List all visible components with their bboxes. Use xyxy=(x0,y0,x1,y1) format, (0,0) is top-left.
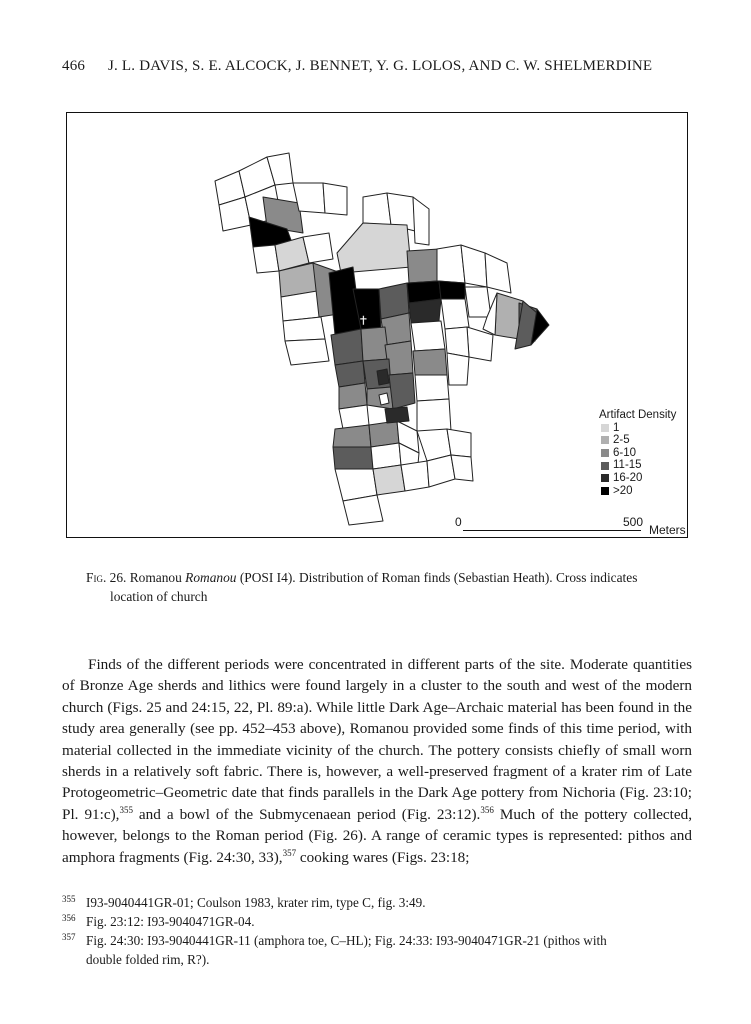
legend-item xyxy=(599,459,676,472)
map-field xyxy=(427,455,455,487)
legend-label: 1 xyxy=(613,421,620,434)
map-field xyxy=(417,399,451,431)
map-field xyxy=(377,369,389,385)
caption-text-post: (POSI I4). Distribution of Roman finds (Sebastian Heath). Cross indicates xyxy=(236,570,638,585)
legend-item xyxy=(599,472,676,485)
map-field xyxy=(335,361,365,387)
map-field xyxy=(283,317,325,341)
legend-label: 2-5 xyxy=(613,434,630,447)
map-field xyxy=(333,425,371,447)
map-field xyxy=(401,461,429,491)
legend-item xyxy=(599,485,676,498)
map-field xyxy=(413,349,447,375)
legend-item xyxy=(599,434,676,447)
legend-swatch xyxy=(601,436,609,444)
caption-site-name: Romanou xyxy=(185,570,237,585)
map-field xyxy=(369,421,399,447)
footnote-ref-357[interactable]: 357 xyxy=(282,847,297,858)
map-field xyxy=(451,455,473,481)
legend-label: 16-20 xyxy=(613,471,643,484)
map-legend xyxy=(599,409,676,497)
map-field xyxy=(415,375,449,401)
body-text-1: Finds of the different periods were concentrated in different parts of the site. Moderate quantities of Bronze Age sherds and lithics were found largely in a cluster to the south and west of the modern church (Figs. 25 and 24:15, 22, Pl. 89:a). While little Dark Age–Archaic material has been found in the study area generally (see pp. 452–453 above), Romanou provided some finds of this time period, with material collected in the immediate vicinity of the church. The pottery consists chiefly of small worn sherds in a relatively soft fabric. There is, however, a well-preserved fragment of a krater rim of Late Protogeometric–Geometric date that finds parallels in the Dark Age pottery from Nichoria (Fig. 23:10; Pl. 91:c), xyxy=(62,656,692,823)
body-text-3: Much of the pottery collected, however, belongs to the Roman period (Fig. 26). A range of ceramic types is represented: pithos and amphora fragments (Fig. 24:30, 33), xyxy=(62,805,693,866)
footnote-ref-356[interactable]: 356 xyxy=(480,804,494,815)
map-field xyxy=(379,393,389,405)
footnote-357: 357 Fig. 24:30: I93-9040441GR-11 (amphora toe, C–HL); Fig. 24:33: I93-9040471GR-21 (pithos with double folded rim, R?). xyxy=(62,931,692,969)
map-field xyxy=(407,249,439,283)
map-field xyxy=(447,353,469,385)
legend-label: >20 xyxy=(613,484,633,497)
scale-bar-max: 500 xyxy=(623,515,644,529)
caption-text-pre: Romanou xyxy=(126,570,186,585)
body-text-4: cooking wares (Figs. 23:18; xyxy=(296,848,470,866)
legend-swatch xyxy=(601,424,609,432)
map-field xyxy=(323,183,347,215)
page-number: 466 xyxy=(62,58,86,74)
legend-label: 11-15 xyxy=(613,459,642,472)
map-field xyxy=(337,223,411,273)
map-field xyxy=(285,339,329,365)
map-field xyxy=(333,447,373,469)
running-head xyxy=(62,58,702,75)
figure-caption xyxy=(86,568,692,606)
body-paragraph xyxy=(62,654,692,868)
map-field xyxy=(303,233,333,263)
legend-label: 6-10 xyxy=(613,446,637,459)
map-field xyxy=(363,193,391,225)
map-field xyxy=(411,321,445,351)
scale-bar xyxy=(463,530,641,531)
map-field xyxy=(389,373,415,409)
footnote-text: I93-9040441GR-01; Coulson 1983, krater rim, type C, fig. 3:49. xyxy=(86,895,426,910)
map-field xyxy=(253,245,279,273)
map-field xyxy=(331,329,363,365)
map-field xyxy=(445,327,469,357)
map-field xyxy=(385,407,409,423)
map-field xyxy=(461,245,487,287)
footnote-text-continued: double folded rim, R?). xyxy=(86,952,210,967)
author-line: J. L. DAVIS, S. E. ALCOCK, J. BENNET, Y. G. LOLOS, AND C. W. SHELMERDINE xyxy=(108,58,653,74)
scale-bar-unit: Meters xyxy=(649,523,686,537)
church-cross-icon: ✝ xyxy=(358,314,369,329)
map-field xyxy=(371,443,401,469)
caption-line-2: location of church xyxy=(110,589,208,604)
caption-label: Fig. 26. xyxy=(86,570,127,585)
legend-swatch xyxy=(601,449,609,457)
map-field xyxy=(439,281,465,299)
legend-item xyxy=(599,422,676,435)
legend-swatch xyxy=(601,487,609,495)
scale-bar-zero: 0 xyxy=(455,515,462,529)
figure-26-map xyxy=(66,112,688,538)
map-field xyxy=(441,299,469,329)
map-field xyxy=(409,299,441,323)
map-field xyxy=(413,197,429,245)
density-map xyxy=(67,113,687,537)
legend-swatch xyxy=(601,462,609,470)
map-field xyxy=(373,465,405,495)
map-field xyxy=(485,253,511,293)
map-field xyxy=(465,287,491,317)
legend-title: Artifact Density xyxy=(599,409,677,421)
legend-swatch xyxy=(601,474,609,482)
legend-item xyxy=(599,447,676,460)
footnote-355: 355 I93-9040441GR-01; Coulson 1983, krater rim, type C, fig. 3:49. xyxy=(62,893,426,910)
map-field xyxy=(437,245,465,283)
footnotes xyxy=(62,893,692,969)
map-field xyxy=(361,327,389,361)
footnote-text: Fig. 23:12: I93-9040471GR-04. xyxy=(86,914,255,929)
footnote-356: 356 Fig. 23:12: I93-9040471GR-04. xyxy=(62,912,255,929)
body-text-2: and a bowl of the Submycenaean period (Fig. 23:12). xyxy=(132,805,481,823)
map-field xyxy=(447,429,471,457)
map-field xyxy=(281,291,321,321)
map-field xyxy=(343,495,383,525)
footnote-text: Fig. 24:30: I93-9040441GR-11 (amphora toe, C–HL); Fig. 24:33: I93-9040471GR-21 (pithos with xyxy=(86,933,607,948)
footnote-ref-355[interactable]: 355 xyxy=(119,804,133,815)
